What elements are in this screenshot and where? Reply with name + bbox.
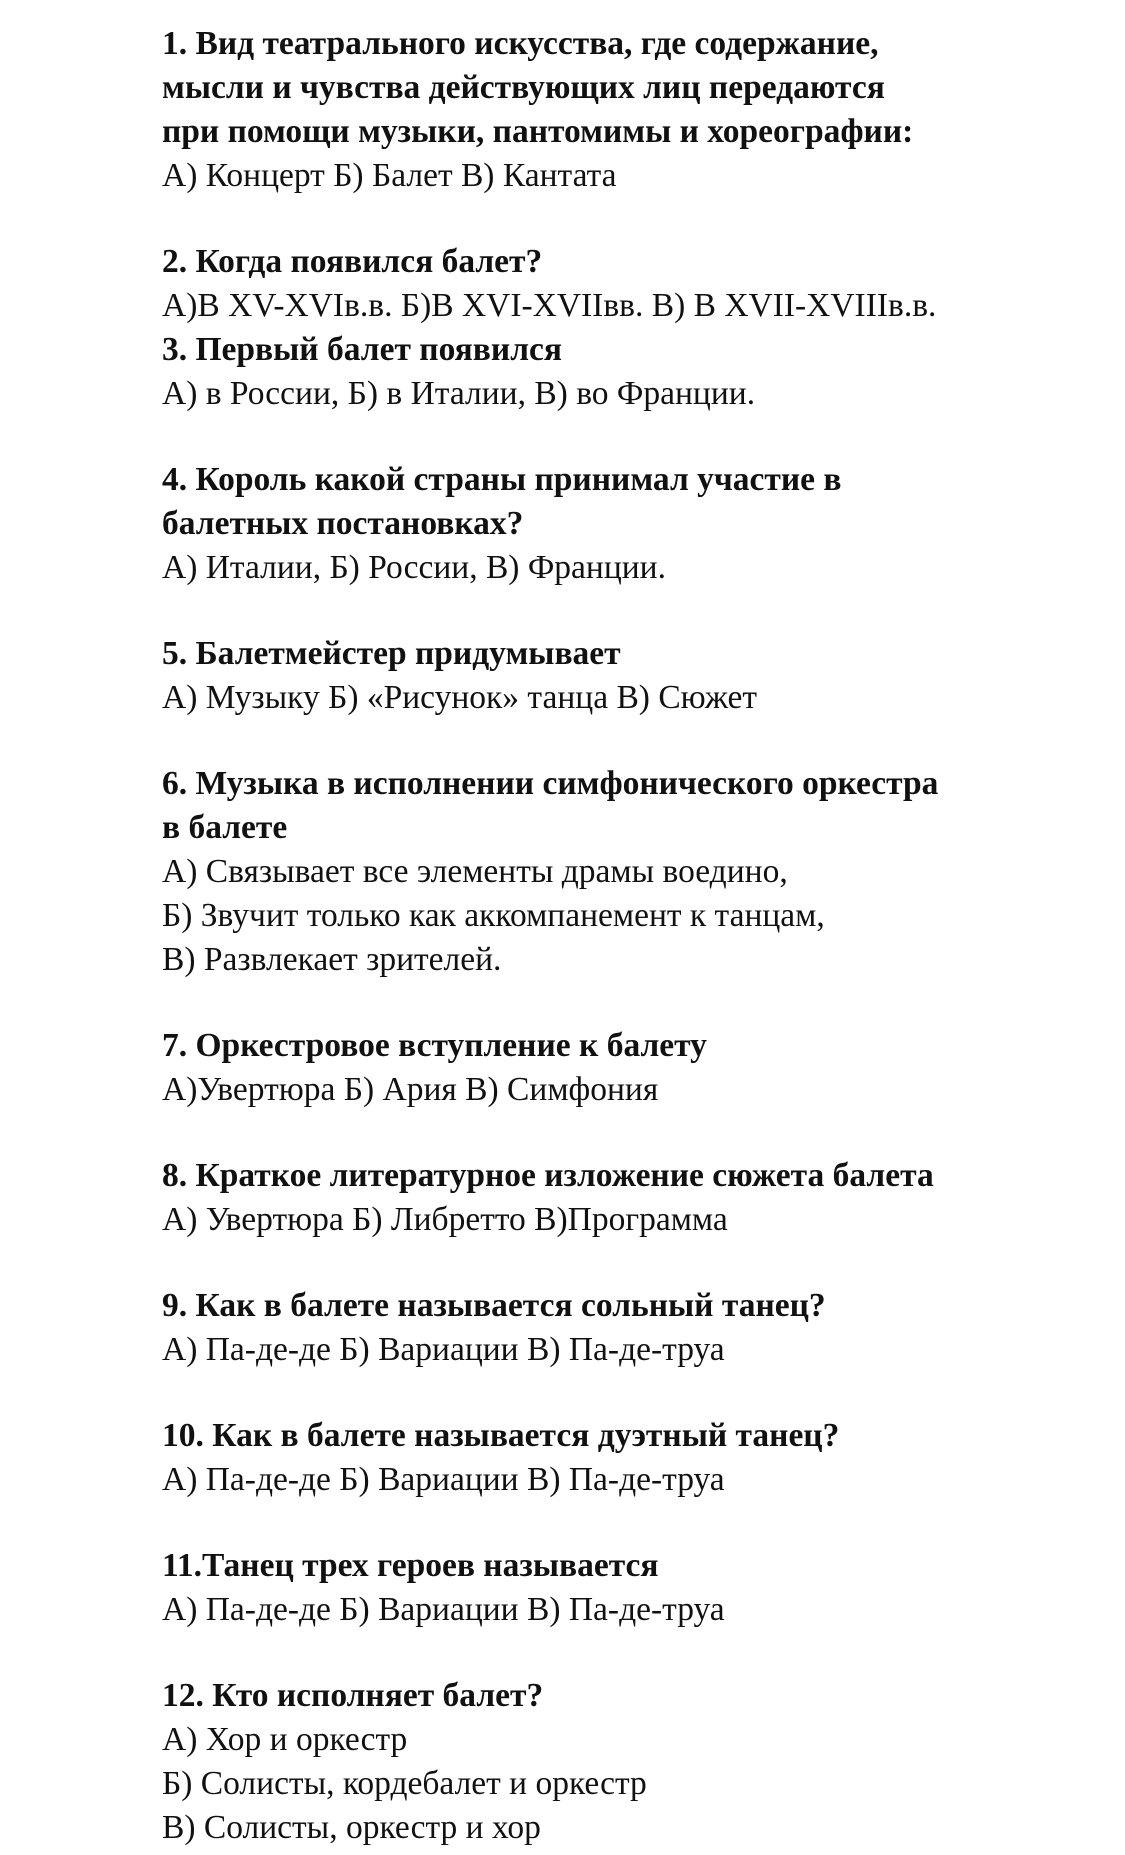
question-8-answers: А) Увертюра Б) Либретто В)Программа xyxy=(162,1201,728,1238)
question-7-title: 7. Оркестровое вступление к балету xyxy=(162,1027,707,1064)
question-6-title-line-1: 6. Музыка в исполнении симфонического оркестра xyxy=(162,765,939,802)
question-5-title: 5. Балетмейстер придумывает xyxy=(162,635,621,672)
question-10-answers: А) Па-де-де Б) Вариации В) Па-де-труа xyxy=(162,1461,725,1498)
question-10-title: 10. Как в балете называется дуэтный танец? xyxy=(162,1417,840,1454)
question-10 xyxy=(162,1414,1102,1502)
question-4-title-line-2: балетных постановках? xyxy=(162,505,524,542)
question-1 xyxy=(162,22,1102,198)
question-8-title: 8. Краткое литературное изложение сюжета балета xyxy=(162,1157,934,1194)
question-12-title: 12. Кто исполняет балет? xyxy=(162,1677,544,1714)
question-3-answers: А) в России, Б) в Италии, В) во Франции. xyxy=(162,375,756,412)
question-2-answers: А)В XV-XVIв.в. Б)В XVI-XVIIвв. В) В XVII-XVIIIв.в. xyxy=(162,287,937,324)
question-9 xyxy=(162,1284,1102,1372)
question-6-answer-c: В) Развлекает зрителей. xyxy=(162,941,502,978)
question-6-title-line-2: в балете xyxy=(162,809,288,846)
question-3 xyxy=(162,328,1102,416)
question-2-title: 2. Когда появился балет? xyxy=(162,243,543,280)
question-4-title-line-1: 4. Король какой страны принимал участие в xyxy=(162,461,842,498)
question-1-title-line-3: при помощи музыки, пантомимы и хореографии: xyxy=(162,113,914,150)
question-8 xyxy=(162,1154,1102,1242)
question-11-title: 11.Танец трех героев называется xyxy=(162,1547,659,1584)
question-5-answers: А) Музыку Б) «Рисунок» танца В) Сюжет xyxy=(162,679,758,716)
question-1-title-line-1: 1. Вид театрального искусства, где содержание, xyxy=(162,25,879,62)
question-4 xyxy=(162,458,1102,590)
question-6 xyxy=(162,762,1102,982)
question-11-answers: А) Па-де-де Б) Вариации В) Па-де-труа xyxy=(162,1591,725,1628)
question-12-answer-c: В) Солисты, оркестр и хор xyxy=(162,1809,541,1846)
question-12-answer-b: Б) Солисты, кордебалет и оркестр xyxy=(162,1765,647,1802)
question-7-answers: А)Увертюра Б) Ария В) Симфония xyxy=(162,1071,659,1108)
question-1-title-line-2: мысли и чувства действующих лиц передаются xyxy=(162,69,885,106)
question-3-title: 3. Первый балет появился xyxy=(162,331,562,368)
question-2 xyxy=(162,240,1102,328)
question-7 xyxy=(162,1024,1102,1112)
question-9-title: 9. Как в балете называется сольный танец? xyxy=(162,1287,826,1324)
question-4-answers: А) Италии, Б) России, В) Франции. xyxy=(162,549,666,586)
question-5 xyxy=(162,632,1102,720)
question-12-answer-a: А) Хор и оркестр xyxy=(162,1721,408,1758)
question-9-answers: А) Па-де-де Б) Вариации В) Па-де-труа xyxy=(162,1331,725,1368)
question-12 xyxy=(162,1674,1102,1850)
question-6-answer-a: А) Связывает все элементы драмы воедино, xyxy=(162,853,788,890)
question-1-answers: А) Концерт Б) Балет В) Кантата xyxy=(162,157,617,194)
question-11 xyxy=(162,1544,1102,1632)
question-6-answer-b: Б) Звучит только как аккомпанемент к танцам, xyxy=(162,897,825,934)
quiz-sheet xyxy=(162,22,1102,1850)
